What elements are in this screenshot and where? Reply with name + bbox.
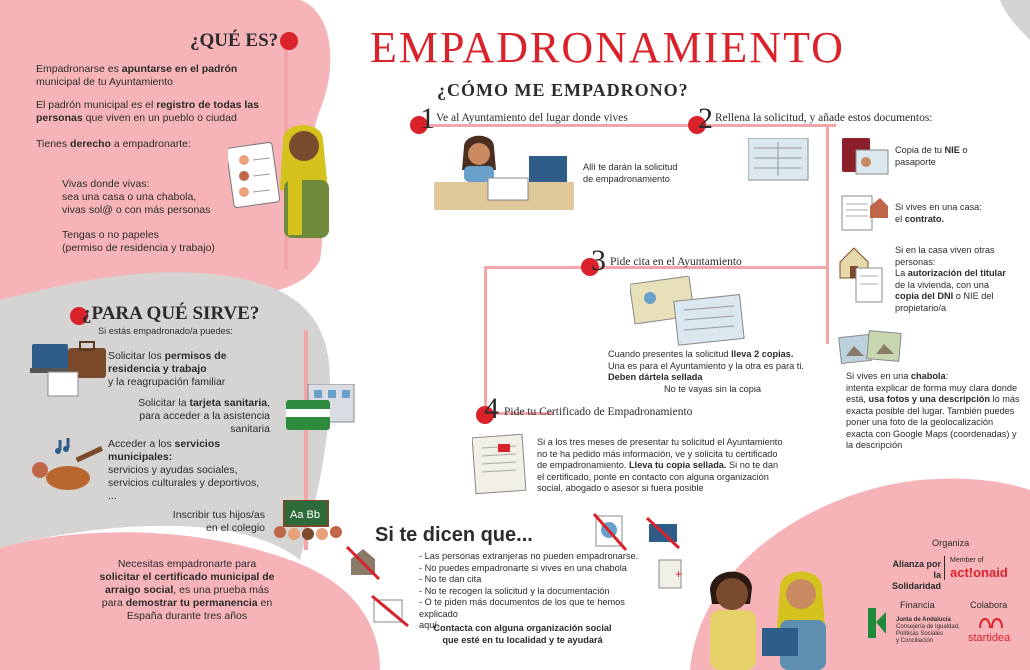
step-1-title: Ve al Ayuntamiento del lugar donde vives	[436, 112, 628, 124]
use-item: Solicitar los permisos de residencia y trabajo y la reagrupación familiar	[108, 350, 227, 388]
que-es-paragraph: El padrón municipal es el registro de todas las personas que viven en un pueblo o ciudad	[36, 99, 259, 124]
junta-logo: Junta de Andalucía Consejería de Igualdad, Políticas Sociales y Conciliación	[896, 617, 960, 644]
que-es-paragraph: Tengas o no papeles (permiso de residencia y trabajo)	[62, 229, 215, 254]
list-item: - No te recogen la solicitud y la documentación	[419, 585, 610, 596]
svg-text:+: +	[675, 567, 683, 581]
para-que-heading: ¿PARA QUÉ SIRVE?	[82, 303, 260, 324]
list-item: - Las personas extranjeras no pueden empadronarse.	[419, 551, 639, 561]
que-es-paragraph: Tienes derecho a empadronarte:	[36, 138, 191, 150]
crossed-icon	[592, 512, 628, 552]
organiza-label: Organiza	[932, 538, 970, 548]
use-item: Inscribir tus hijos/as en el colegio	[172, 509, 265, 534]
step-4-title: Pide tu Certificado de Empadronamiento	[504, 406, 693, 418]
step-4-text: Si a los tres meses de presentar tu solicitud el Ayuntamiento no te ha pedido más información, ve y solicita tu certificado de empadronamiento. Lleva tu copia sellada. Si no te dan el certificado, ponte en contacto con alguna organización social, abogado o asesor si fuera posible	[537, 437, 783, 493]
connector-line	[826, 124, 829, 344]
arraigo-note: Necesitas empadronarte para solicitar el certificado municipal de arraigo social, es una prueba más para demostrar tu permanencia en España durante tres años	[99, 558, 275, 622]
member-label: Member of	[950, 557, 984, 564]
form-icon	[630, 276, 750, 348]
form-icon	[748, 138, 810, 182]
step-number: 4	[484, 392, 499, 425]
contract-icon	[840, 192, 890, 232]
doc-nie: Copia de tu NIE o pasaporte	[895, 145, 968, 167]
list-item: - No puedes empadronarte si vives en una chabola	[419, 562, 627, 573]
doc-contrato: Si vives en una casa: el contrato.	[895, 202, 982, 224]
junta-logo-icon	[862, 604, 890, 642]
step-2-title: Rellena la solicitud, y añade estos documentos:	[715, 112, 933, 124]
que-es-paragraph: Vivas donde vivas: sea una casa o una chabola, vivas sol@ o con más personas	[62, 178, 211, 216]
doc-chabola: Si vives en una chabola: intenta explicar de forma muy clara donde está, usa fotos y una descripción lo más exacta posible del lugar. También puedes poner una foto de la geolocalización exacta con Google Maps (coordenadas) y la descripción	[846, 371, 1020, 450]
step-3-title: Pide cita en el Ayuntamiento	[610, 256, 742, 268]
shack-photo-icon	[838, 330, 904, 366]
certificate-icon	[472, 434, 532, 496]
step-1-note: Allí te darán la solicitud de empadronamiento	[583, 162, 678, 184]
actionaid-logo: act!onaid	[950, 565, 1008, 580]
alianza-logo: Alianza por la Solidaridad	[891, 559, 941, 591]
step-number: 3	[591, 244, 606, 277]
desk-woman-icon	[434, 132, 574, 212]
crossed-icon	[645, 516, 681, 550]
step-3-text: Cuando presentes la solicitud lleva 2 copias. Una es para el Ayuntamiento y la otra es para ti. Deben dártela sellada No te vayas sin la copia	[608, 349, 804, 394]
svg-text:Aa Bb: Aa Bb	[290, 509, 320, 521]
startidea-logo: startidea	[968, 632, 1011, 644]
connector-line	[428, 124, 836, 127]
list-item: aquí.	[419, 620, 440, 630]
guitar-icon	[20, 436, 106, 494]
colabora-label: Colabora	[970, 600, 1008, 610]
list-item: - No te dan cita	[419, 574, 482, 584]
school-board-icon	[272, 500, 342, 542]
health-card-icon	[284, 384, 358, 438]
para-que-subtitle: Si estás empadronado/a puedes:	[98, 326, 233, 336]
step-number: 2	[698, 102, 713, 135]
step-number: 1	[420, 102, 435, 135]
financia-label: Financia	[900, 600, 935, 610]
house-icon	[838, 244, 888, 306]
crossed-icon	[345, 545, 381, 581]
passport-icon	[840, 136, 890, 180]
use-item: Acceder a los servicios municipales: servicios y ayudas sociales, servicios culturales y deportivos, ...	[108, 438, 260, 502]
si-te-dicen-list	[419, 551, 659, 632]
question-dot-icon	[280, 32, 298, 50]
que-es-heading: ¿QUÉ ES?	[190, 30, 279, 51]
woman-hijab-icon	[700, 560, 850, 670]
doc-autorizacion: Si en la casa viven otras personas: La autorización del titular de la vivienda, con una copia del DNI o NIE del propietario/a	[895, 245, 1006, 313]
woman-hijab-icon	[228, 120, 338, 240]
page-title: EMPADRONAMIENTO	[370, 23, 845, 72]
crossed-icon	[655, 558, 687, 592]
use-item: Solicitar la tarjeta sanitaria, para acceder a la asistencia sanitaria	[138, 397, 270, 435]
como-heading: ¿CÓMO ME EMPADRONO?	[437, 80, 689, 100]
si-te-dicen-heading: Si te dicen que...	[375, 524, 533, 546]
logo-divider	[944, 556, 945, 580]
startidea-logo-icon	[976, 612, 1006, 632]
contact-note: Contacta con alguna organización social que esté en tu localidad y te ayudará	[433, 623, 612, 645]
que-es-paragraph: Empadronarse es apuntarse en el padrón municipal de tu Ayuntamiento	[36, 63, 238, 88]
list-item: - O te piden más documentos de los que te hemos explicado	[419, 597, 625, 619]
briefcase-icon	[30, 338, 110, 400]
